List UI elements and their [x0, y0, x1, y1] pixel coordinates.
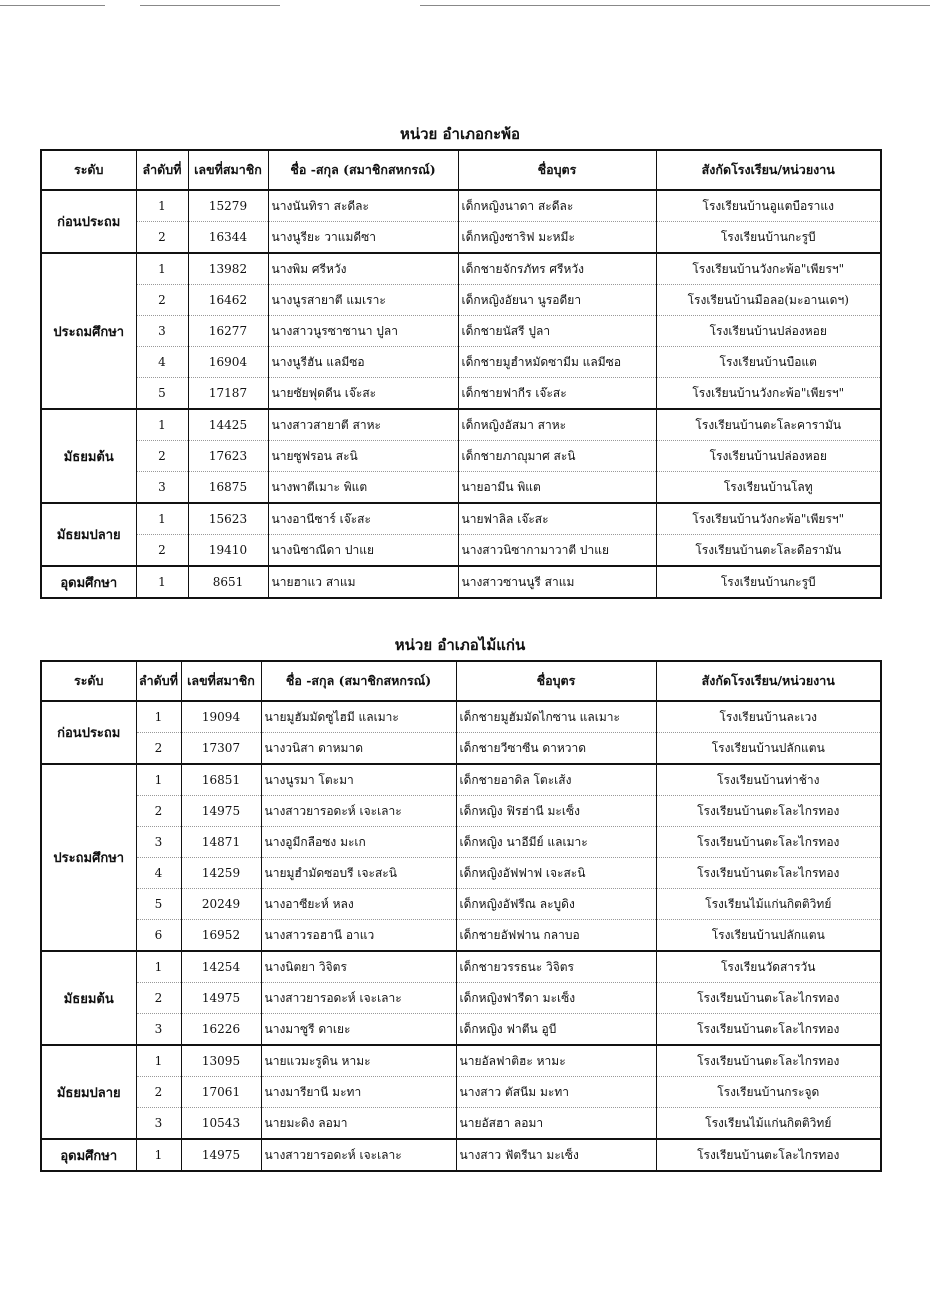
member-name-cell: นางมาซูรี ดาเยะ — [261, 1014, 456, 1046]
order-cell: 2 — [136, 441, 188, 472]
child-name-cell: เด็กชายมูฮัมมัดไกซาน แลเมาะ — [456, 701, 656, 733]
member-name-cell: นางนูรสายาตี แมเราะ — [268, 285, 458, 316]
level-header: ระดับ — [41, 661, 136, 701]
table-row — [41, 441, 881, 472]
education-level-cell: มัธยมปลาย — [41, 503, 136, 566]
order-cell: 2 — [136, 1077, 181, 1108]
registry-table — [40, 660, 882, 1172]
school-cell: โรงเรียนวัดสารวัน — [656, 951, 881, 983]
member-name-cell: นายฮาแว สาแม — [268, 566, 458, 598]
member-name-cell: นางนิซาณีดา ปาแย — [268, 535, 458, 567]
member-name-cell: นายมูฮัมมัดซูไฮมี แลเมาะ — [261, 701, 456, 733]
school-cell: โรงเรียนบ้านตะโละไกรทอง — [656, 1139, 881, 1171]
member-id-cell: 8651 — [188, 566, 268, 598]
education-level-cell: ก่อนประถม — [41, 190, 136, 253]
member-id-cell: 14259 — [181, 858, 261, 889]
table-row — [41, 827, 881, 858]
member-name-cell: นางมารียานี มะทา — [261, 1077, 456, 1108]
child-name-cell: เด็กหญิง นาอีมีย์ แลเมาะ — [456, 827, 656, 858]
member-id-header: เลขที่สมาชิก — [188, 150, 268, 190]
member-name-cell: นางสาวยารอดะห์ เจะเลาะ — [261, 1139, 456, 1171]
member-name-cell: นางนันทิรา สะดีละ — [268, 190, 458, 222]
child-name-cell: เด็กหญิงอัฟฟาฟ เจะสะนิ — [456, 858, 656, 889]
order-cell: 1 — [136, 1139, 181, 1171]
member-id-cell: 10543 — [181, 1108, 261, 1140]
school-cell: โรงเรียนบ้านตะโละไกรทอง — [656, 858, 881, 889]
order-cell: 1 — [136, 764, 181, 796]
order-cell: 1 — [136, 1045, 181, 1077]
order-cell: 4 — [136, 858, 181, 889]
school-header: สังกัดโรงเรียน/หน่วยงาน — [656, 661, 881, 701]
child-name-cell: เด็กหญิงฟารีดา มะเซ็ง — [456, 983, 656, 1014]
header-row — [41, 661, 881, 701]
school-cell: โรงเรียนบ้านกะรูบี — [656, 222, 881, 254]
table-row — [41, 347, 881, 378]
order-cell: 2 — [136, 535, 188, 567]
child-name-cell: นายอามีน พิแต — [458, 472, 656, 504]
table-row — [41, 316, 881, 347]
education-level-cell: ประถมศึกษา — [41, 764, 136, 951]
member-id-cell: 14871 — [181, 827, 261, 858]
school-header: สังกัดโรงเรียน/หน่วยงาน — [656, 150, 881, 190]
table-row — [41, 222, 881, 254]
table-row — [41, 378, 881, 410]
child-name-cell: เด็กหญิง ฟิรฮ่านี มะเซ็ง — [456, 796, 656, 827]
school-cell: โรงเรียนบ้านท่าช้าง — [656, 764, 881, 796]
member-name-cell: นางสาวสายาตี สาหะ — [268, 409, 458, 441]
member-id-cell: 16344 — [188, 222, 268, 254]
member-name-cell: นางนูรีฮัน แลมีซอ — [268, 347, 458, 378]
school-cell: โรงเรียนบ้านตะโละคารามัน — [656, 409, 881, 441]
member-id-cell: 17307 — [181, 733, 261, 765]
table-row — [41, 472, 881, 504]
school-cell: โรงเรียนบ้านปลักแตน — [656, 920, 881, 952]
child-name-cell: เด็กชายมูฮำหมัดซามีม แลมีซอ — [458, 347, 656, 378]
school-cell: โรงเรียนบ้านตะโละไกรทอง — [656, 983, 881, 1014]
child-name-cell: เด็กหญิงนาดา สะดีละ — [458, 190, 656, 222]
school-cell: โรงเรียนไม้แก่นกิตติวิทย์ — [656, 889, 881, 920]
education-level-cell: มัธยมปลาย — [41, 1045, 136, 1139]
child-name-cell: เด็กหญิงซาริฟ มะหมีะ — [458, 222, 656, 254]
school-cell: โรงเรียนบ้านกระจูด — [656, 1077, 881, 1108]
child-name-cell: เด็กหญิงอัยนา นูรอดียา — [458, 285, 656, 316]
school-cell: โรงเรียนบ้านตะโละไกรทอง — [656, 1045, 881, 1077]
table-row — [41, 1077, 881, 1108]
member-name-cell: นางวนิสา ดาหมาด — [261, 733, 456, 765]
school-cell: โรงเรียนบ้านตะโละไกรทอง — [656, 827, 881, 858]
order-cell: 1 — [136, 190, 188, 222]
member-id-cell: 13095 — [181, 1045, 261, 1077]
order-cell: 2 — [136, 222, 188, 254]
member-id-cell: 14254 — [181, 951, 261, 983]
member-name-cell: นายแวมะรูดิน หามะ — [261, 1045, 456, 1077]
member-id-cell: 15623 — [188, 503, 268, 535]
member-id-cell: 17187 — [188, 378, 268, 410]
education-level-cell: อุดมศึกษา — [41, 566, 136, 598]
child-name-cell: นางสาว ตัสนีม มะทา — [456, 1077, 656, 1108]
school-cell: โรงเรียนบ้านละเวง — [656, 701, 881, 733]
table-header — [41, 661, 881, 701]
registry-table — [40, 149, 882, 599]
order-cell: 3 — [136, 1014, 181, 1046]
education-level-cell: ก่อนประถม — [41, 701, 136, 764]
order-cell: 1 — [136, 253, 188, 285]
order-cell: 1 — [136, 951, 181, 983]
school-cell: โรงเรียนไม้แก่นกิตติวิทย์ — [656, 1108, 881, 1140]
table-row — [41, 285, 881, 316]
member-id-cell: 16904 — [188, 347, 268, 378]
child-name-cell: เด็กชายอัฟฟาน กลาบอ — [456, 920, 656, 952]
order-cell: 1 — [136, 503, 188, 535]
order-header: ลำดับที่ — [136, 150, 188, 190]
school-cell: โรงเรียนบ้านกะรูบี — [656, 566, 881, 598]
table-row — [41, 409, 881, 441]
member-id-cell: 16851 — [181, 764, 261, 796]
member-name-cell: นางสาวยารอดะห์ เจะเลาะ — [261, 983, 456, 1014]
member-name-header: ชื่อ -สกุล (สมาชิกสหกรณ์) — [261, 661, 456, 701]
member-name-cell: นางสาวยารอดะห์ เจะเลาะ — [261, 796, 456, 827]
school-cell: โรงเรียนบ้านปล่องหอย — [656, 316, 881, 347]
school-cell: โรงเรียนบ้านวังกะพ้อ"เพียรฯ" — [656, 253, 881, 285]
table-row — [41, 535, 881, 567]
table-header — [41, 150, 881, 190]
order-cell: 3 — [136, 1108, 181, 1140]
member-name-cell: นางพาตีเมาะ พิแต — [268, 472, 458, 504]
order-cell: 3 — [136, 316, 188, 347]
member-id-cell: 19410 — [188, 535, 268, 567]
table-row — [41, 253, 881, 285]
member-name-cell: นางนูรียะ วาแมดีซา — [268, 222, 458, 254]
order-cell: 2 — [136, 983, 181, 1014]
member-name-cell: นางอาซียะห์ หลง — [261, 889, 456, 920]
member-name-header: ชื่อ -สกุล (สมาชิกสหกรณ์) — [268, 150, 458, 190]
child-name-cell: นายอัสฮา ลอมา — [456, 1108, 656, 1140]
child-name-cell: เด็กชายวีซาซีน ดาหวาด — [456, 733, 656, 765]
member-name-cell: นายมะดิง ลอมา — [261, 1108, 456, 1140]
order-cell: 1 — [136, 701, 181, 733]
member-id-cell: 14425 — [188, 409, 268, 441]
table-row — [41, 1108, 881, 1140]
member-id-cell: 20249 — [181, 889, 261, 920]
member-id-cell: 17623 — [188, 441, 268, 472]
order-cell: 6 — [136, 920, 181, 952]
order-cell: 1 — [136, 566, 188, 598]
scan-edge-line — [140, 5, 280, 6]
member-id-cell: 15279 — [188, 190, 268, 222]
table-row — [41, 764, 881, 796]
table-row — [41, 858, 881, 889]
order-cell: 2 — [136, 285, 188, 316]
unit-section-mai-kaen — [40, 630, 880, 1172]
school-cell: โรงเรียนบ้านมือลอ(มะอานเดฯ) — [656, 285, 881, 316]
member-id-cell: 19094 — [181, 701, 261, 733]
school-cell: โรงเรียนบ้านโลทู — [656, 472, 881, 504]
order-header: ลำดับที่ — [136, 661, 181, 701]
unit-title: หน่วย อำเภอไม้แก่น — [394, 636, 526, 654]
table-row — [41, 1014, 881, 1046]
member-id-cell: 13982 — [188, 253, 268, 285]
header-row — [41, 150, 881, 190]
table-row — [41, 190, 881, 222]
child-name-cell: นางสาว ฟัตรีนา มะเซ็ง — [456, 1139, 656, 1171]
school-cell: โรงเรียนบ้านตะโละดือรามัน — [656, 535, 881, 567]
order-cell: 5 — [136, 378, 188, 410]
child-name-header: ชื่อบุตร — [456, 661, 656, 701]
table-row — [41, 889, 881, 920]
child-name-cell: เด็กชายจักรภัทร ศรีหวัง — [458, 253, 656, 285]
child-name-cell: เด็กชายอาดิล โตะเส้ง — [456, 764, 656, 796]
member-id-cell: 17061 — [181, 1077, 261, 1108]
member-name-cell: นายซูฟรอน สะนิ — [268, 441, 458, 472]
order-cell: 3 — [136, 827, 181, 858]
level-header: ระดับ — [41, 150, 136, 190]
table-row — [41, 920, 881, 952]
unit-title: หน่วย อำเภอกะพ้อ — [399, 125, 521, 143]
member-name-cell: นายมูฮำมัดซอบรี เจะสะนิ — [261, 858, 456, 889]
scan-edge-line — [0, 5, 105, 6]
order-cell: 1 — [136, 409, 188, 441]
member-name-cell: นางนิตยา วิจิตร — [261, 951, 456, 983]
member-name-cell: นางพิม ศรีหวัง — [268, 253, 458, 285]
table-row — [41, 983, 881, 1014]
member-name-cell: นางสาวนูรซาซานา ปูลา — [268, 316, 458, 347]
child-name-cell: เด็กหญิงอัสมา สาหะ — [458, 409, 656, 441]
child-name-cell: เด็กชายนัสรี ปูลา — [458, 316, 656, 347]
table-body — [41, 701, 881, 1171]
school-cell: โรงเรียนบ้านวังกะพ้อ"เพียรฯ" — [656, 378, 881, 410]
table-row — [41, 1139, 881, 1171]
member-id-cell: 14975 — [181, 983, 261, 1014]
unit-section-kapho — [40, 119, 880, 599]
order-cell: 4 — [136, 347, 188, 378]
table-row — [41, 796, 881, 827]
school-cell: โรงเรียนบ้านตะโละไกรทอง — [656, 796, 881, 827]
child-name-cell: เด็กชายวรรธนะ วิจิตร — [456, 951, 656, 983]
education-level-cell: มัธยมต้น — [41, 409, 136, 503]
member-id-cell: 16277 — [188, 316, 268, 347]
school-cell: โรงเรียนบ้านปลักแตน — [656, 733, 881, 765]
table-row — [41, 701, 881, 733]
order-cell: 5 — [136, 889, 181, 920]
member-name-cell: นายซัยฟุดดีน เจ๊ะสะ — [268, 378, 458, 410]
child-name-cell: นายฟาลิล เจ๊ะสะ — [458, 503, 656, 535]
member-id-header: เลขที่สมาชิก — [181, 661, 261, 701]
school-cell: โรงเรียนบ้านปล่องหอย — [656, 441, 881, 472]
member-name-cell: นางอูมีกลือซง มะเก — [261, 827, 456, 858]
member-id-cell: 16952 — [181, 920, 261, 952]
member-name-cell: นางนูรมา โตะมา — [261, 764, 456, 796]
member-id-cell: 16462 — [188, 285, 268, 316]
child-name-cell: นายอัลฟาติฮะ หามะ — [456, 1045, 656, 1077]
member-id-cell: 14975 — [181, 1139, 261, 1171]
order-cell: 2 — [136, 733, 181, 765]
school-cell: โรงเรียนบ้านบือแต — [656, 347, 881, 378]
member-id-cell: 16875 — [188, 472, 268, 504]
table-body — [41, 190, 881, 598]
school-cell: โรงเรียนบ้านวังกะพ้อ"เพียรฯ" — [656, 503, 881, 535]
scan-edge-line — [420, 5, 930, 6]
child-name-cell: นางสาวนิซากามาวาตี ปาแย — [458, 535, 656, 567]
child-name-cell: เด็กชายฟากีร เจ๊ะสะ — [458, 378, 656, 410]
order-cell: 2 — [136, 796, 181, 827]
member-id-cell: 14975 — [181, 796, 261, 827]
child-name-cell: เด็กชายภาญุมาศ สะนิ — [458, 441, 656, 472]
child-name-cell: เด็กหญิง ฟาตีน อูบี — [456, 1014, 656, 1046]
table-row — [41, 951, 881, 983]
order-cell: 3 — [136, 472, 188, 504]
education-level-cell: อุดมศึกษา — [41, 1139, 136, 1171]
member-name-cell: นางอานีซาร์ เจ๊ะสะ — [268, 503, 458, 535]
member-id-cell: 16226 — [181, 1014, 261, 1046]
table-row — [41, 503, 881, 535]
table-row — [41, 1045, 881, 1077]
child-name-cell: เด็กหญิงอัฟรีณ ละบูดิง — [456, 889, 656, 920]
education-level-cell: ประถมศึกษา — [41, 253, 136, 409]
school-cell: โรงเรียนบ้านตะโละไกรทอง — [656, 1014, 881, 1046]
table-row — [41, 733, 881, 765]
school-cell: โรงเรียนบ้านอูแตบือราแง — [656, 190, 881, 222]
table-row — [41, 566, 881, 598]
child-name-cell: นางสาวซานนูรี สาแม — [458, 566, 656, 598]
member-name-cell: นางสาวรอฮานี อาแว — [261, 920, 456, 952]
education-level-cell: มัธยมต้น — [41, 951, 136, 1045]
child-name-header: ชื่อบุตร — [458, 150, 656, 190]
